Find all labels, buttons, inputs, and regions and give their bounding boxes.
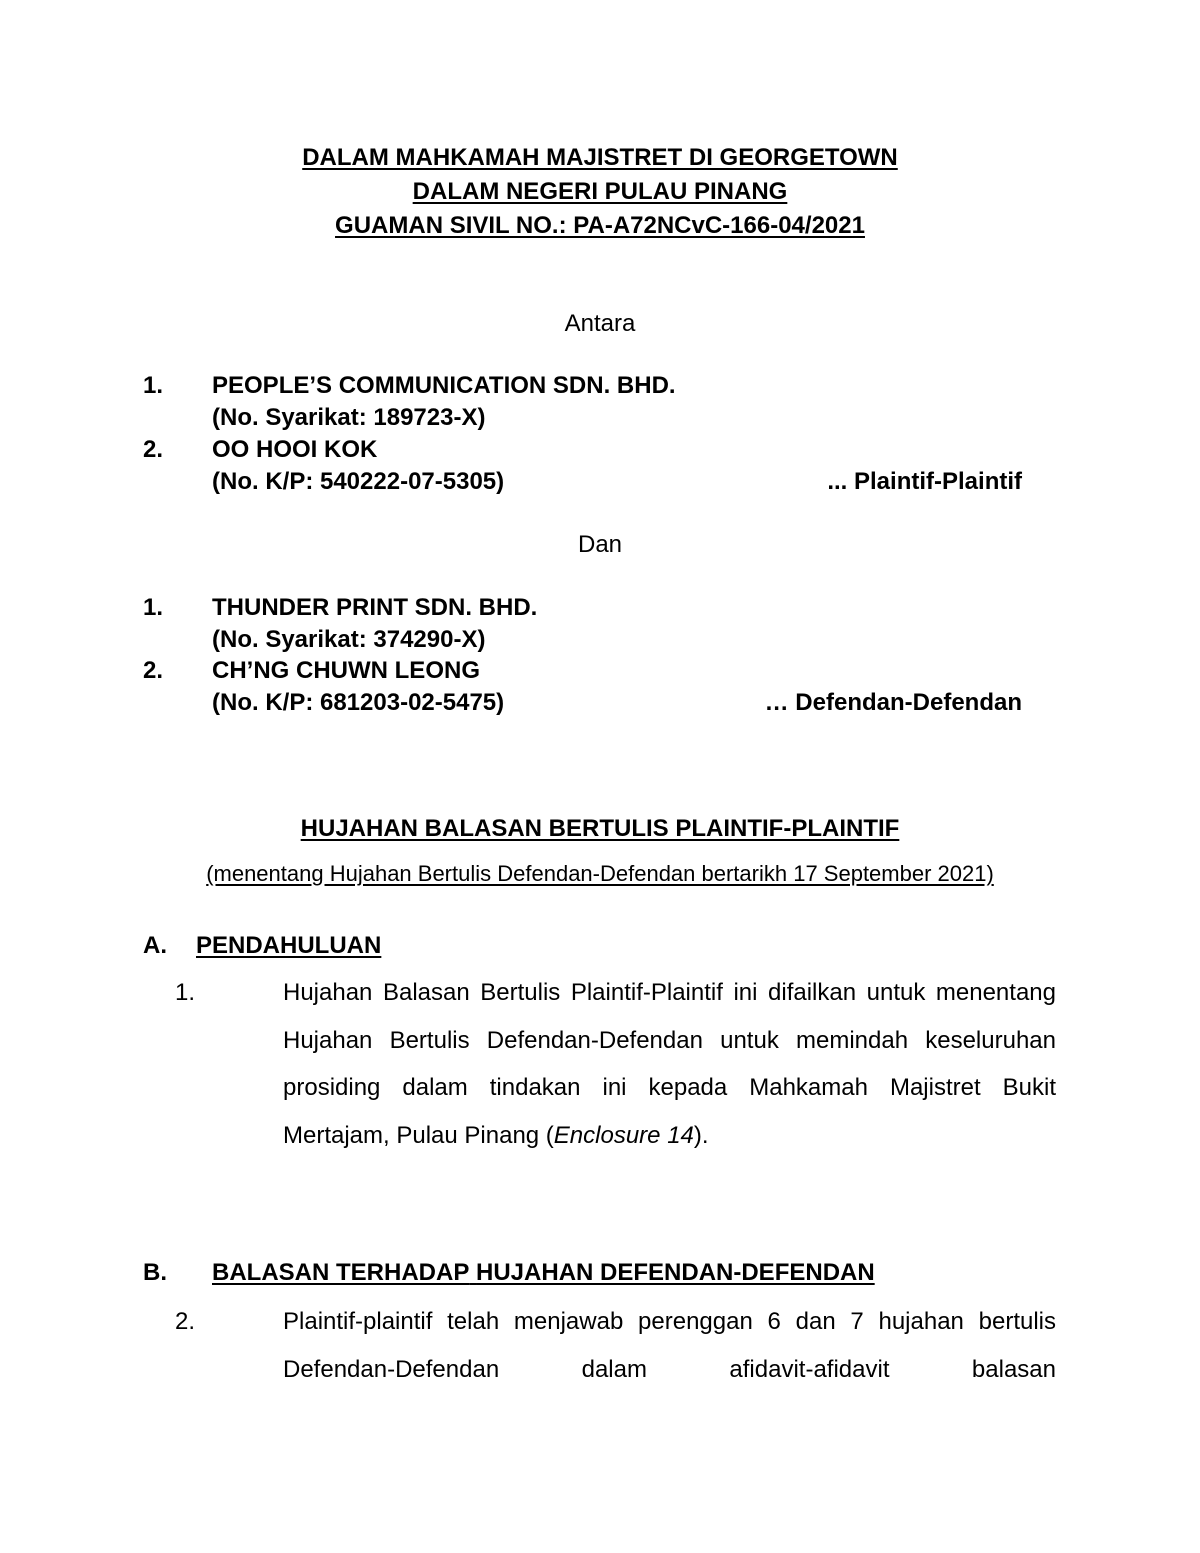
document-title: HUJAHAN BALASAN BERTULIS PLAINTIF-PLAINTIF: [300, 815, 900, 842]
plaintiff-2-name: OO HOOI KOK: [212, 436, 378, 463]
defendant-1-number: 1.: [143, 594, 164, 621]
defendant-1-name: THUNDER PRINT SDN. BHD.: [212, 594, 538, 621]
paragraph-1-text: Hujahan Balasan Bertulis Plaintif-Plaintif ini difailkan untuk menentang Hujahan Bertulis Defendan-Defendan untuk memindah keseluruhan prosiding dalam tindakan ini kepada Mahkamah Majistret Bukit Mertajam, Pulau Pinang (: [283, 979, 1056, 1149]
section-b-letter: B.: [143, 1259, 167, 1286]
dan-label: Dan: [577, 531, 623, 558]
plaintiff-2-id: (No. K/P: 540222-07-5305): [212, 468, 505, 495]
paragraph-1-number: 1.: [175, 979, 196, 1006]
defendant-role: … Defendan-Defendan: [764, 689, 1022, 716]
plaintiff-2-number: 2.: [143, 436, 164, 463]
section-b-heading-part-1: BALASAN TERHADAP: [212, 1259, 470, 1286]
section-b-heading-part-2: HUJAHAN DEFENDAN-DEFENDAN: [476, 1259, 875, 1286]
plaintiff-1-name: PEOPLE’S COMMUNICATION SDN. BHD.: [212, 372, 676, 399]
document-subtitle: (menentang Hujahan Bertulis Defendan-Defendan bertarikh 17 September 2021): [206, 861, 994, 886]
section-a-letter: A.: [143, 932, 167, 959]
defendant-2-number: 2.: [143, 657, 164, 684]
paragraph-1-end: ).: [693, 1121, 709, 1149]
paragraph-1: [283, 969, 1056, 1159]
paragraph-1-enclosure: Enclosure 14: [553, 1121, 694, 1149]
defendant-1-id: (No. Syarikat: 374290-X): [212, 626, 486, 653]
section-b-heading: [212, 1258, 875, 1288]
section-a-heading: PENDAHULUAN: [196, 932, 382, 959]
defendant-2-id: (No. K/P: 681203-02-5475): [212, 689, 505, 716]
paragraph-2: Plaintif-plaintif telah menjawab perenggan 6 dan 7 hujahan bertulis Defendan-Defendan dalam afidavit-afidavit balasan: [283, 1308, 1056, 1383]
court-header-line-2: DALAM NEGERI PULAU PINANG: [412, 178, 788, 205]
plaintiff-1-number: 1.: [143, 372, 164, 399]
case-number: GUAMAN SIVIL NO.: PA-A72NCvC-166-04/2021: [335, 212, 865, 239]
defendant-2-name: CH’NG CHUWN LEONG: [212, 657, 480, 684]
antara-label: Antara: [564, 310, 636, 337]
plaintiff-1-id: (No. Syarikat: 189723-X): [212, 404, 486, 431]
court-header-line-1: DALAM MAHKAMAH MAJISTRET DI GEORGETOWN: [302, 144, 898, 171]
plaintiff-role: ... Plaintif-Plaintif: [827, 468, 1022, 495]
paragraph-2-number: 2.: [175, 1308, 196, 1335]
